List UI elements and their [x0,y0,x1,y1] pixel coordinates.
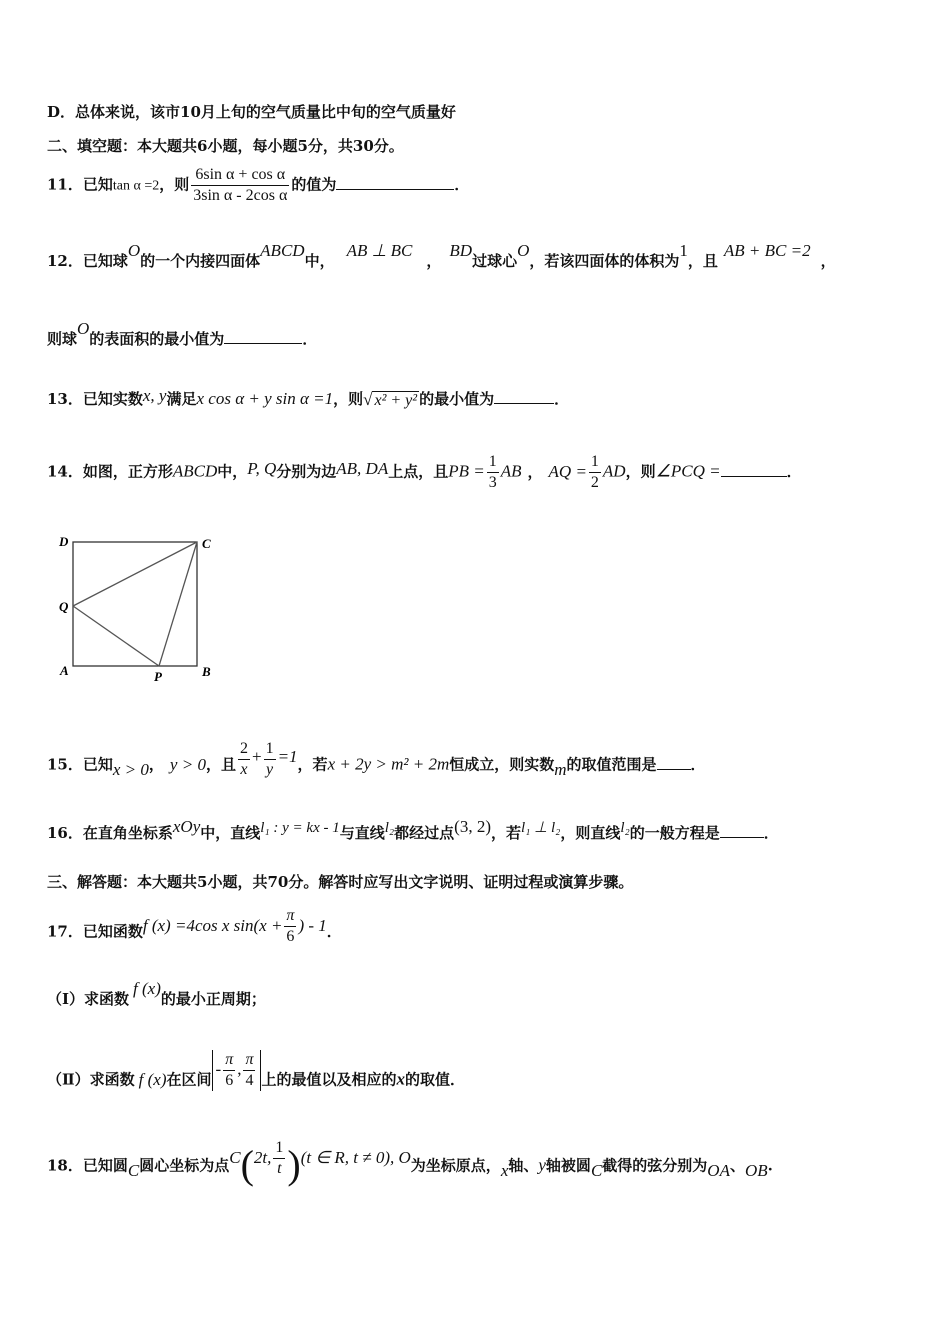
q14-comma: ， [527,462,543,481]
q15-fraction-2 [264,739,276,780]
label-q: Q [59,599,69,614]
q18-fraction [273,1138,285,1179]
q12-text-5: ，且 [687,252,718,270]
q17-interval-right [243,1050,255,1091]
q17-function: f (x) =4cos x sin(x + [142,915,283,935]
q16-number: 16．在直角坐标系 [47,824,173,842]
q18-end: . [767,1156,773,1175]
label-p: P [154,669,162,684]
q15-fraction-1 [238,739,250,780]
segment-qc [73,542,197,606]
question-17 [47,907,342,953]
q15-end: ． [690,755,706,774]
q15-answer-blank[interactable] [657,755,691,770]
label-d: D [59,534,69,549]
question-13 [47,388,569,412]
q18-circle-c-2: C [590,1160,603,1180]
q16-line-l1: l₁ : y = kx - 1 [260,820,340,836]
q17-p2-text-a: （Ⅱ）求函数 [47,1070,135,1089]
q14-fraction-2 [589,452,601,493]
q16-line-l2-b: l₂ [620,820,630,836]
q17-frac-den: 6 [286,928,295,945]
q16-end: ． [763,824,779,842]
q11-mid: ，则 [159,175,190,194]
q16-perp: l₁ ⊥ l₂ [521,820,561,836]
q12-line2-b: 的表面积的最小值为 [89,330,225,348]
q13-text-1: 满足 [166,390,197,408]
q14-frac2-den: 2 [590,474,599,491]
q18-text-1: 圆心坐标为点 [139,1156,230,1175]
question-14 [47,452,802,493]
q16-text-3: 都经过点 [394,824,455,842]
q12-perp: AB ⊥ BC [346,241,413,260]
q16-answer-blank[interactable] [720,823,764,838]
q18-x-axis: x [500,1160,509,1180]
q14-text-3: 上点，且 [388,462,449,481]
q11-number: 11．已知 [47,175,113,194]
q15-inequality: x + 2y > m² + 2m [327,754,450,774]
q17-left-num: π [223,1050,235,1071]
q18-point-c: C [229,1147,241,1167]
q14-frac1-num: 1 [487,452,499,473]
q17-right-den: 4 [245,1072,254,1089]
segment-qp [73,606,159,666]
q16-xoy: xOy [172,817,201,836]
q11-denominator: 3sin α - 2cos α [193,187,288,204]
question-12-line-2 [47,319,318,350]
section-2-heading: 二、填空题：本大题共6小题，每小题5分，共30分。 [47,137,404,155]
q15-number: 15．已知 [47,755,113,774]
q12-end: ． [302,330,318,348]
q11-fraction [191,165,289,206]
q18-number: 18．已知圆 [47,1156,128,1175]
question-11 [47,165,469,206]
question-16 [47,817,779,845]
q16-text-4: ，若 [490,824,521,842]
q12-line2-a: 则球 [47,330,78,348]
q14-answer-blank[interactable] [721,462,787,477]
q17-interval-left [223,1050,235,1091]
q16-text-6: 的一般方程是 [629,824,720,842]
q15-equals-one: =1 [277,746,298,766]
q15-comma: ， [148,755,164,774]
q17-p2-function: f (x) [138,1069,167,1089]
q12-sphere-o: O [127,241,141,260]
q15-f1-num: 2 [238,739,250,760]
q12-number: 12．已知球 [47,252,128,270]
q14-number: 14．如图，正方形 [47,462,173,481]
q15-y-positive: y > 0 [169,754,206,774]
q18-condition: (t ∈ R, t ≠ 0), O [300,1147,411,1167]
q15-x-positive: x > 0 [112,759,149,779]
segment-pc [159,542,197,666]
q15-m: m [554,759,567,779]
q14-frac1-den: 3 [488,474,497,491]
q15-text-1: ，且 [205,755,236,774]
q18-text-2: 为坐标原点， [410,1156,501,1175]
q17-p1-function: f (x) [133,979,161,998]
q14-fraction-1 [487,452,499,493]
q18-separator: 、 [729,1156,745,1175]
q17-frac-num: π [284,906,296,927]
question-17-part-2 [47,1051,465,1101]
q17-p2-text-d: 的取值． [404,1070,465,1089]
q11-end: ． [454,175,470,194]
q12-sum: AB + BC =2 [723,241,811,260]
square-figure [47,530,227,690]
q17-function-tail: ) - 1 [298,915,327,935]
q17-number: 17．已知函数 [47,922,143,941]
q16-text-1: 中，直线 [200,824,261,842]
q14-text-1: 中， [217,462,248,481]
q15-f2-den: y [266,761,274,778]
q17-left-den: 6 [225,1072,234,1089]
q13-radicand: x² + y² [374,391,418,409]
q14-pq: P, Q [247,458,277,478]
q15-f1-den: x [240,761,248,778]
q14-ad: AD [602,461,626,481]
q17-end: ． [326,922,342,941]
q15-f2-num: 1 [264,739,276,760]
q18-text-3: 轴、 [508,1156,539,1175]
question-15 [47,740,706,786]
q17-p2-text-c: 上的最值以及相应的 [261,1070,397,1089]
q17-x: x [396,1069,405,1089]
q14-text-2: 分别为边 [276,462,337,481]
q13-equation: x cos α + y sin α =1 [196,389,334,408]
q12-answer-blank[interactable] [224,329,302,344]
q13-answer-blank[interactable] [494,389,554,404]
label-a: A [60,663,69,678]
q14-text-4: ，则 [625,462,656,481]
q12-text-4: ，若该四面体的体积为 [529,252,680,270]
q14-abcd: ABCD [172,461,218,481]
q14-aq: AQ = [548,461,587,481]
q17-p1-text-b: 的最小正周期； [160,990,266,1008]
q13-text-2: ，则 [333,390,364,408]
q12-abcd: ABCD [260,241,305,260]
q17-right-num: π [243,1050,255,1071]
q11-tail: 的值为 [291,175,337,194]
q14-end: ． [786,462,802,481]
q12-center-o: O [517,241,530,260]
q11-condition: tan α =2 [112,178,160,194]
q12-comma: ， [426,252,442,270]
q12-text-3: 过球心 [472,252,518,270]
q18-two-t: 2t, [253,1147,272,1167]
q16-text-5: ，则直线 [560,824,621,842]
question-18: 18．已知圆C圆心坐标为点C(2t, $\frac{1}{t}$ )(t ∈ R, t ≠ 0), O为坐标原点，x轴、y轴被圆C截得的弦分别为OA、OB. [47,1139,773,1187]
section-3-heading: 三、解答题：本大题共5小题，共70分。解答时应写出文字说明、证明过程或演算步骤。 [47,873,634,891]
q17-fraction [284,906,296,947]
q18-y-axis: y [538,1155,546,1175]
q12-sphere-o-2: O [77,319,90,338]
q13-end: ． [554,390,570,408]
q18-oa: OA [707,1160,730,1180]
q12-text-2: 中， [304,252,335,270]
q13-number: 13．已知实数 [47,390,143,408]
q12-volume: 1 [679,241,688,260]
q17-p2-text-b: 在区间 [166,1070,212,1089]
q18-text-5: 截得的弦分别为 [602,1156,708,1175]
q16-point: (3, 2) [454,817,491,836]
q17-interval-minus: - [215,1059,222,1079]
q17-interval: - $\frac{\pi}{6}$ , $\frac{\pi}{4}$ [212,1050,262,1091]
question-17-part-1 [47,979,266,1010]
q14-angle: ∠PCQ = [655,461,721,481]
q12-text-6: ， [820,252,836,270]
q18-ob: OB [744,1160,768,1180]
q15-text-3: 恒成立，则实数 [449,755,555,774]
question-12 [47,241,836,272]
q17-p1-text-a: （Ⅰ）求函数 [47,990,130,1008]
q13-sqrt: √ x² + y² [363,389,418,409]
q12-bd: BD [449,241,473,260]
q15-text-4: 的取值范围是 [566,755,657,774]
q14-ab: AB [500,461,522,481]
q13-text-3: 的最小值为 [419,390,495,408]
q16-text-2: 与直线 [339,824,385,842]
q14-frac2-num: 1 [589,452,601,473]
q14-pb: PB = [448,461,485,481]
q12-text-1: 的一个内接四面体 [140,252,261,270]
q14-sides: AB, DA [336,458,389,478]
q16-line-l2: l₂ [384,820,395,836]
q11-numerator: 6sin α + cos α [191,165,289,186]
q18-text-4: 轴被圆 [545,1156,591,1175]
label-b: B [202,664,211,679]
q15-plus: + [251,746,262,766]
q15-text-2: ，若 [297,755,328,774]
option-d: D．总体来说，该市10月上旬的空气质量比中旬的空气质量好 [47,103,456,121]
label-c: C [202,536,211,551]
q18-frac-num: 1 [273,1138,285,1159]
q18-frac-den: t [277,1160,282,1177]
q18-circle-c: C [127,1160,140,1180]
q13-xy: x, y [142,386,167,405]
q11-answer-blank[interactable] [336,175,454,190]
